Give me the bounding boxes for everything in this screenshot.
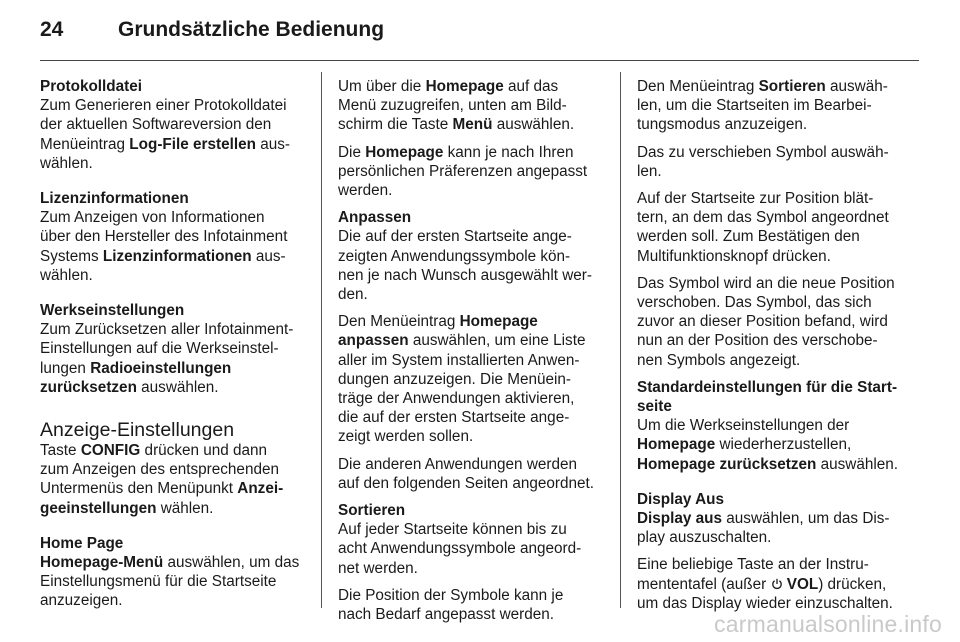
section-sortieren: Sortieren Auf jeder Startseite können bis zu acht Anwendungssymbole angeord- net werden. [338,502,582,577]
section-anzeige-intro: Taste CONFIG drücken und dann zum Anzeigen des entsprechenden Untermenüs den Menüpunkt Anzei- geeinstellungen wählen. [40,442,284,517]
paragraph: Die Position der Symbole kann je nach Bedarf angepasst werden. [338,586,564,624]
section-display-aus: Display Aus Display aus auswählen, um das Dis- play auszuschalten. [637,490,890,547]
paragraph: Den Menüeintrag Sortieren auswäh- len, um die Startseiten im Bearbei- tungsmodus anzuzeigen. [637,78,888,134]
section-heading: Anzeige-Einstellungen [40,419,235,442]
column-2 [338,77,608,624]
power-icon [771,575,783,594]
page-number: 24 [40,18,64,41]
paragraph: Das Symbol wird an die neue Position verschoben. Das Symbol, das sich zuvor an dieser Position befand, wird nun an der Position des verschobe- nen Symbols angezeigt. [637,274,895,369]
column-1 [40,77,310,611]
page-header [40,18,385,42]
paragraph: Das zu verschieben Symbol auswäh- len. [637,143,889,180]
watermark: carmanualsonline.info [714,611,942,637]
paragraph: Auf der Startseite zur Position blät- tern, an dem das Symbol angeordnet werden soll. Zum Bestätigen den Multifunktionsknopf drücken. [637,190,889,265]
paragraph: Die anderen Anwendungen werden auf den folgenden Seiten angeordnet. [338,455,595,492]
column-3 [637,77,911,613]
header-rule [40,60,919,61]
paragraph: Den Menüeintrag Homepage anpassen auswählen, um eine Liste aller im System installierten Anwen- dungen anzuzeigen. Die Menüein- träge der Anwendungen aktivieren, die auf der ersten Startseite ange- zeigt werden sollen. [338,313,586,446]
section-home-page: Home Page Homepage-Menü auswählen, um das Einstellungsmenü für die Startseite anzuzeigen. [40,534,300,610]
paragraph: Die Homepage kann je nach Ihren persönlichen Präferenzen angepasst werden. [338,143,588,200]
column-divider [321,72,322,608]
section-lizenzinformationen: Lizenzinformationen Zum Anzeigen von Informationen über den Hersteller des Infotainment Systems Lizenzinformationen aus- wählen. [40,190,288,284]
section-werkseinstellungen: Werkseinstellungen Zum Zurücksetzen aller Infotainment- Einstellungen auf die Werkseinstel- lungen Radioeinstellungen zurücksetzen auswählen. [40,302,294,396]
section-protokolldatei: Protokolldatei Zum Generieren einer Protokolldatei der aktuellen Softwareversion den Menüeintrag Log-File erstellen aus- wählen. [40,78,290,172]
paragraph: Um über die Homepage auf das Menü zuzugreifen, unten am Bild- schirm die Taste Menü auswählen. [338,78,575,134]
paragraph: Eine beliebige Taste an der Instru- mententafel (außer VOL) drücken, um das Display wieder einzuschalten. [637,556,893,612]
column-divider [620,72,621,608]
page-title: Grundsätzliche Bedienung [118,18,385,41]
section-anpassen: Anpassen Die auf der ersten Startseite ange- zeigten Anwendungssymbole kön- nen je nach Wunsch ausgewählt wer- den. [338,209,592,304]
section-standardeinstellungen: Standardeinstellungen für die Start- seite Um die Werkseinstellungen der Homepage wiederherzustellen, Homepage zurücksetzen auswählen. [637,378,899,473]
